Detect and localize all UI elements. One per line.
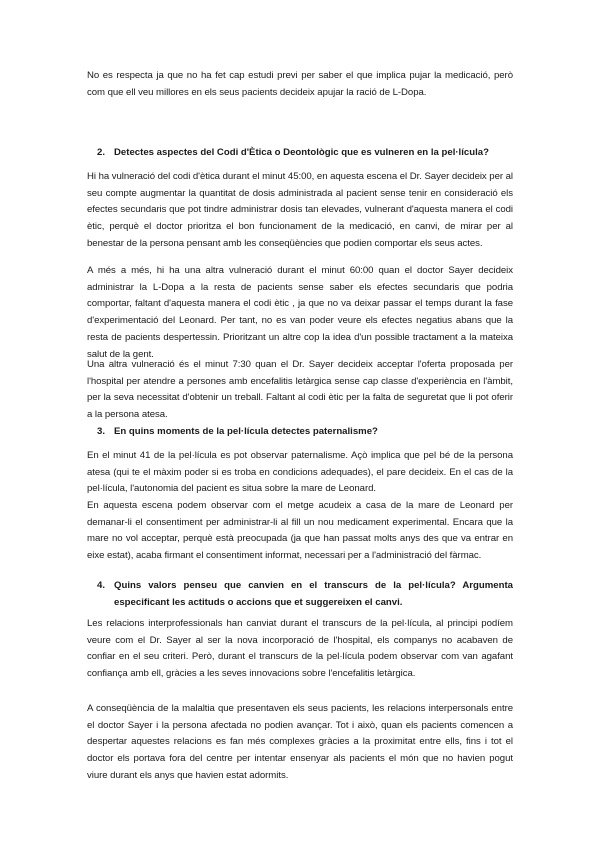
- question-2-paragraph-3: Una altra vulneració és el minut 7:30 quan el Dr. Sayer decideix acceptar l'oferta proposada per l'hospital per atendre a persones amb encefalitis letàrgica sense cap classe d'experiència en l'àmbit, per la seva necessitat d'obtenir un treball. Faltant al codi ètic per la falta de seguretat que li pot oferir a la persona atesa.: [87, 359, 513, 421]
- question-4-paragraph-2: A conseqüència de la malaltia que presentaven els seus pacients, les relacions interpersonals entre el doctor Sayer i la persona afectada no podien avançar. Tot i això, quan els pacients comencen a despertar aquestes relacions es fan més complexes gràcies a la proximitat entre ells, fins i tot el doctor els portava fora del centre per intentar ensenyar als pacients el món que no havien pogut viure durant els anys que havien estat adormits.: [87, 703, 513, 781]
- question-2-number: 2.: [96, 147, 105, 158]
- question-3-number: 3.: [96, 426, 105, 437]
- question-4-heading: [87, 578, 513, 611]
- question-3-paragraph-2: En aquesta escena podem observar com el metge acudeix a casa de la mare de Leonard per demanar-li el consentiment per administrar-li al fill un nou medicament experimental. Encara que la mare no vol acceptar, perquè està preocupada (ja que han passat molts anys des que va entrar en eixe estat), acaba firmant el consentiment informat, necessari per a l'administració del fàrmac.: [87, 500, 513, 562]
- question-2-title: Detectes aspectes del Codi d'Ètica o Deontològic que es vulneren en la pel·lícula?: [114, 147, 489, 158]
- question-2-paragraph-1: Hi ha vulneració del codi d'ètica durant el minut 45:00, en aquesta escena el Dr. Sayer decideix per al seu compte augmentar la quantitat de dosis administrada al pacient sense tenir en consideració els efectes secundaris que pot tindre administrar dosis tan elevades, vulnerant d'aquesta manera el codi ètic, perquè el doctor prioritza el bon funcionament de la medicació, en canvi, de mirar per al benestar de la persona pensant amb les conseqüències que podien comportar els seus actes.: [87, 171, 513, 249]
- question-4-paragraph-1: Les relacions interprofessionals han canviat durant el transcurs de la pel·lícula, al principi podíem veure com el Dr. Sayer al ser la nova incorporació de l'hospital, els companys no acabaven de confiar en el seu criteri. Però, durant el transcurs de la pel·lícula podem observar com van agafant confiança amb ell, gràcies a les seves innovacions sobre l'encefalitis letàrgica.: [87, 618, 513, 680]
- question-3-heading: [87, 424, 513, 441]
- question-2-paragraph-2: A més a més, hi ha una altra vulneració durant el minut 60:00 quan el doctor Sayer decideix administrar la L-Dopa a la resta de pacients sense saber els efectes secundaris que podria comportar, faltant d'aquesta manera el codi ètic , ja que no va deixar passar el temps durant la fase d'experimentació del Leonard. Per tant, no es van poder veure els efectes negatius abans que la resta de pacients despertessin. Prioritzant un altre cop la idea d'un possible tractament a la mateixa salut de la gent.: [87, 265, 513, 360]
- question-2-heading: [87, 145, 513, 162]
- intro-paragraph: No es respecta ja que no ha fet cap estudi previ per saber el que implica pujar la medicació, però com que ell veu millores en els seus pacients decideix apujar la ració de L-Dopa.: [87, 70, 513, 98]
- question-4-number: 4.: [96, 580, 105, 591]
- question-3-title: En quins moments de la pel·lícula detectes paternalisme?: [114, 426, 378, 437]
- question-3-paragraph-1: En el minut 41 de la pel·lícula es pot observar paternalisme. Açò implica que pel bé de la persona atesa (qui te el màxim poder si es troba en condicions adequades), el pare decideix. En el cas de la pel·lícula, l'autonomia del pacient es situa sobre la mare de Leonard.: [87, 450, 513, 495]
- question-4-title: Quins valors penseu que canvien en el transcurs de la pel·lícula? Argumenta especificant les actituds o accions que et suggereixen el canvi.: [114, 580, 513, 608]
